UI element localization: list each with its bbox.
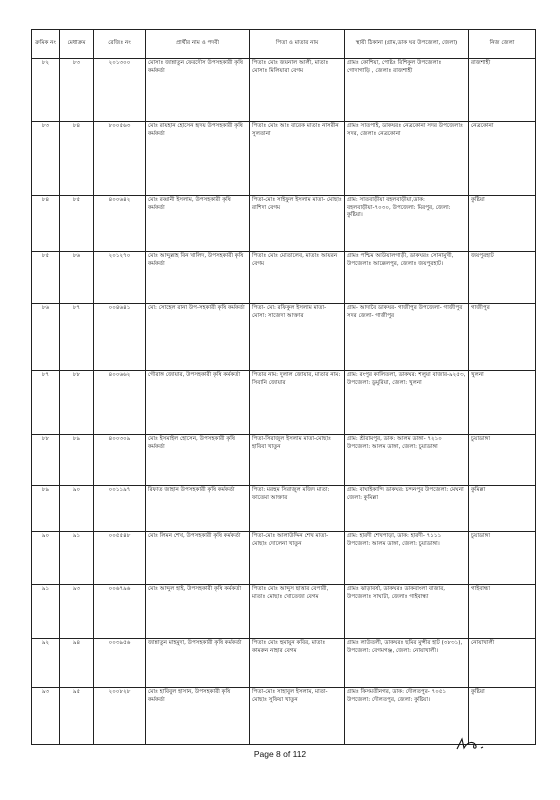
cell-name: মোঃ আব্দুল্লাহ বিন খালিদ, উপসহকারী কৃষি কর্মকর্তা xyxy=(146,252,250,304)
cell-district: নেত্রকোনা xyxy=(469,122,536,196)
cell-name: মোঃ রব্বানী ইসলাম, উপসহকারী কৃষি কর্মকর্তা xyxy=(146,196,250,252)
cell-district: খুলনা xyxy=(469,371,536,435)
cell-reg: ০০৩৯৫৬ xyxy=(94,639,146,688)
table-row xyxy=(32,371,536,435)
cell-serial: ৮৩ xyxy=(32,122,60,196)
cell-parents: পিতাঃ মোঃ জয়নাল আলী, মাতাঃ মোসাঃ মিলিয়ারা বেগম xyxy=(250,59,345,122)
cell-district: কুষ্টিয়া xyxy=(469,196,536,252)
cell-parents: পিতা-মোঃ সাইফুল ইসলাম মাতা- মোছাঃ রাশিদা বেগম xyxy=(250,196,345,252)
cell-reg: ৮০০৫৬৩ xyxy=(94,122,146,196)
cell-reg: ৪০০৬৪২ xyxy=(94,196,146,252)
cell-serial: ৯২ xyxy=(32,639,60,688)
cell-name: মোঃ রায়হান হোসেন হৃদয় উপসহকারী কৃষি কর্মকর্তা xyxy=(146,122,250,196)
cell-merit: ৮৫ xyxy=(60,196,94,252)
cell-parents: পিতা-মোঃ সাহাবুল ইসলাম, মাতা-মোছাঃ সুফিয়া খাতুন xyxy=(250,688,345,745)
cell-parents: পিতা-মোঃ আলাউদ্দিন শেখ মাতা-মোছাঃ দোলেনা খাতুন xyxy=(250,532,345,585)
cell-reg: ২০১২৭০ xyxy=(94,252,146,304)
cell-serial: ৮৯ xyxy=(32,486,60,532)
cell-address: গ্রাম- আদাবৈ ডাকঘর- গাজীপুর উপজেলা- গাজীপুর সদর জেলা- গাজীপুর xyxy=(345,304,469,371)
cell-address: গ্রামঃ সাতপাই, ডাকঘরঃ নেত্রকোনা সদর উপজেলাঃ সদর, জেলাঃ নেত্রকোনা xyxy=(345,122,469,196)
cell-address: গ্রাম: রংপুর কালিতলা, ডাকঘর: শলুয়া বাজার-৯২৫৩, উপজেলা: ডুমুরিয়া, জেলা: খুলনা xyxy=(345,371,469,435)
cell-parents: পিতা: মরহুম সিরাজুল মজিদ মাতা: ফাতেমা আক্তার xyxy=(250,486,345,532)
cell-district: কুষ্টিয়া xyxy=(469,688,536,745)
cell-address: গ্রামঃ লাউতলী, ডাকঘরঃ ছমির মুন্সীর হাট (৩৮৩১), উপজেলা: বেগমগঞ্জ, জেলা: নোয়াখালী। xyxy=(345,639,469,688)
cell-reg: ৪০০৩০৯ xyxy=(94,435,146,486)
cell-address: গ্রাম: সাতবাড়ীয়া বহলবাড়ীয়া,ডাক: বহলবাড়ীয়া-৭০৩০, উপজেলা: মিরপুর, জেলা: কুষ্টিয়া। xyxy=(345,196,469,252)
cell-name: জান্নাতুন মাহমুদা, উপসহকারী কৃষি কর্মকর্তা xyxy=(146,639,250,688)
cell-address: গ্রাম: হারদী শেখপাড়া, ডাক: হারদী- ৭১১১ উপজেলা: আলম ডাঙ্গা, জেলা: চুয়াডাঙ্গা। xyxy=(345,532,469,585)
cell-merit: ৮৭ xyxy=(60,304,94,371)
cell-reg: ০০৪৬৪১ xyxy=(94,304,146,371)
cell-merit: ৯৫ xyxy=(60,688,94,745)
cell-reg: ০০৫৫৪৮ xyxy=(94,532,146,585)
cell-serial: ৯০ xyxy=(32,532,60,585)
cell-reg: ২০০৮২৮ xyxy=(94,688,146,745)
col-header-reg: রেজিঃ নং xyxy=(94,30,146,59)
header-row xyxy=(32,30,536,59)
cell-merit: ৯৩ xyxy=(60,585,94,639)
table-row xyxy=(32,435,536,486)
cell-serial: ৮৫ xyxy=(32,252,60,304)
cell-serial: ৮৭ xyxy=(32,371,60,435)
cell-district: কুমিল্লা xyxy=(469,486,536,532)
cell-district: জয়পুরহাট xyxy=(469,252,536,304)
cell-name: মোঃ আব্দুল হাই, উপসহকারী কৃষি কর্মকর্তা xyxy=(146,585,250,639)
cell-serial: ৮৪ xyxy=(32,196,60,252)
cell-district: গাইবান্ধা xyxy=(469,585,536,639)
cell-merit: ৮৯ xyxy=(60,435,94,486)
col-header-merit: মেধাক্রম xyxy=(60,30,94,59)
cell-name: মোসাঃ জান্নাতুন ফেরদৌস উপসহকারী কৃষি কর্মকর্তা xyxy=(146,59,250,122)
table-row xyxy=(32,688,536,745)
col-header-address: স্থায়ী ঠিকানা (গ্রাম,ডাক ঘর উপজেলা, জেলা) xyxy=(345,30,469,59)
cell-address: গ্রামঃ কোশিয়া, পোষ্টঃ রিশিকুল উপজেলাঃ গোদাগাড়ি , জেলাঃ রাজশাহী xyxy=(345,59,469,122)
cell-merit: ৯১ xyxy=(60,532,94,585)
cell-reg: ০০৬৭৯৬ xyxy=(94,585,146,639)
cell-district: নোয়াখালী xyxy=(469,639,536,688)
cell-reg: ২০১৩০০ xyxy=(94,59,146,122)
table-row xyxy=(32,196,536,252)
cell-name: মোঃ লিমন শেখ, উপসহকারী কৃষি কর্মকর্তা xyxy=(146,532,250,585)
table-row xyxy=(32,532,536,585)
cell-parents: পিতার নাম: দুলাল জোয়ার, মাতার নাম: সিবানি জোয়ার xyxy=(250,371,345,435)
cell-name: মোঃ হাবিবুল হাসান, উপসহকারী কৃষি কর্মকর্তা xyxy=(146,688,250,745)
cell-address: গ্রামঃ ঝাড়াবর্ষা, ডাকঘরঃ ডাকবাংলা বাজার, উপজেলাঃ সাঘাটা, জেলাঃ গাইবান্ধা xyxy=(345,585,469,639)
cell-merit: ৮৩ xyxy=(60,59,94,122)
cell-name: গৌরাঙ্গ জোয়ার, উপসহকারী কৃষি কর্মকর্তা xyxy=(146,371,250,435)
cell-parents: পিতাঃ মোঃ মোতালেব, মাতাঃ আয়রন বেগম xyxy=(250,252,345,304)
col-header-parents: পিতা ও মাতার নাম xyxy=(250,30,345,59)
cell-name: মোঃ ইসমাইল হোসেন, উপসহকারী কৃষি কর্মকর্তা xyxy=(146,435,250,486)
cell-district: চুয়াডাঙ্গা xyxy=(469,435,536,486)
table-row xyxy=(32,59,536,122)
cell-merit: ৯০ xyxy=(60,486,94,532)
cell-parents: পিতা-সিরাজুল ইসলাম মাতা-মোছাঃ হাবিবা খাতুন xyxy=(250,435,345,486)
col-header-district: নিজ জেলা xyxy=(469,30,536,59)
signature-mark xyxy=(455,737,489,751)
cell-serial: ৮৮ xyxy=(32,435,60,486)
table-row xyxy=(32,639,536,688)
page-number: Page 8 of 112 xyxy=(253,749,307,759)
cell-address: গ্রাম: বাঘাইকান্দি ডাকঘর: চন্দনপুর উপজেলা: মেঘনা জেলা: কুমিল্লা xyxy=(345,486,469,532)
cell-parents: পিতাঃ মোঃ আব্দুস ছাত্তার বেপারী, মাতাঃ মোছাঃ খোতেজা বেগম xyxy=(250,585,345,639)
cell-district: চুয়াডাঙ্গা xyxy=(469,532,536,585)
cell-address: গ্রামঃ পশ্চিম আউয়ালগাড়ী, ডাকঘরঃ সোনামুখী, উপজেলাঃ আক্কেলপুর, জেলাঃ জয়পুরহাট। xyxy=(345,252,469,304)
cell-merit: ৯৪ xyxy=(60,639,94,688)
cell-reg: ০০১১৯৭ xyxy=(94,486,146,532)
candidate-table xyxy=(31,29,536,745)
cell-parents: পিতাঃ মোঃ হুমায়ুন কবির, মাতাঃ কামরুন নাহার বেগম xyxy=(250,639,345,688)
cell-name: মো: সোহেল রানা উপ-সহকারী কৃষি কর্মকর্তা xyxy=(146,304,250,371)
cell-merit: ৮৪ xyxy=(60,122,94,196)
cell-address: গ্রাম: শ্রীরামপুর, ডাক: আলম ডাঙ্গা- ৭২১০ উপজেলা: আলম ডাঙ্গা, জেলা: চুয়াডাঙ্গা xyxy=(345,435,469,486)
cell-serial: ৯৩ xyxy=(32,688,60,745)
cell-parents: পিতাঃ মোঃ আঃ বারেক মাতাঃ নাসরীন সুলতানা xyxy=(250,122,345,196)
table-row xyxy=(32,486,536,532)
cell-serial: ৯১ xyxy=(32,585,60,639)
table-row xyxy=(32,585,536,639)
cell-merit: ৮৬ xyxy=(60,252,94,304)
cell-district: রাজশাহী xyxy=(469,59,536,122)
cell-district: গাজীপুর xyxy=(469,304,536,371)
cell-serial: ৮২ xyxy=(32,59,60,122)
cell-merit: ৮৮ xyxy=(60,371,94,435)
cell-parents: পিতা- মো: রফিকুল ইসলাম মাতা- মোসা: সাজেদা আক্তার xyxy=(250,304,345,371)
cell-serial: ৮৬ xyxy=(32,304,60,371)
cell-reg: ৪০০৬৬২ xyxy=(94,371,146,435)
table-row xyxy=(32,252,536,304)
cell-address: গ্রামঃ কিসমতীনগর, ডাক: দৌলতপুর- ৭০৫১ উপজেলা: দৌলতপুর, জেলা: কুষ্টিয়া। xyxy=(345,688,469,745)
table-row xyxy=(32,122,536,196)
cell-name: রিফাত জাহান উপসহকারী কৃষি কর্মকর্তা xyxy=(146,486,250,532)
col-header-serial: ক্রমিক নং xyxy=(32,30,60,59)
col-header-name: প্রার্থীর নাম ও পদবী xyxy=(146,30,250,59)
table-row xyxy=(32,304,536,371)
